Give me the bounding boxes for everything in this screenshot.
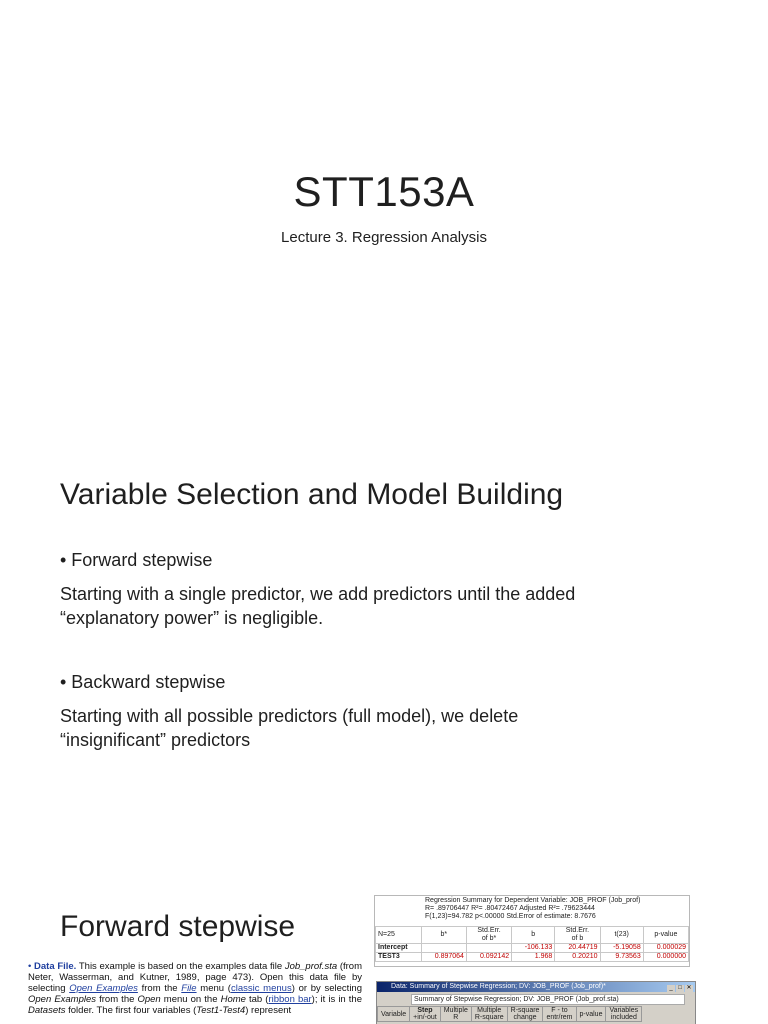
row-label: TEST3 — [376, 953, 422, 962]
forward-stepwise-description — [60, 582, 710, 630]
table-cell: 0.092142 — [466, 953, 511, 962]
doc-text: folder. The first four variables ( — [65, 1005, 197, 1016]
table-cell: 0.000000 — [643, 953, 688, 962]
table-cell: -106.133 — [512, 944, 555, 953]
forward-stepwise-slide — [0, 860, 768, 1024]
table-row — [376, 953, 689, 962]
table-cell: 0.000029 — [643, 944, 688, 953]
window-titlebar[interactable] — [377, 982, 695, 992]
backward-line-2: “insignificant” predictors — [60, 730, 251, 750]
slide-subtitle: Lecture 3. Regression Analysis — [281, 229, 487, 246]
doc-text: This example is based on the examples data file — [76, 961, 285, 972]
doc-text: ) represent — [245, 1005, 292, 1016]
table-cell — [466, 944, 511, 953]
regression-summary-table — [374, 895, 690, 967]
forward-stepwise-bullet: • Forward stepwise — [60, 550, 213, 570]
regression-header-line: R= .89706447 R²= .80472467 Adjusted R²= .79623444 — [425, 905, 595, 912]
column-header: t(23) — [600, 927, 643, 944]
doc-text: Job_prof.sta — [284, 961, 338, 972]
stepwise-summary-window[interactable] — [376, 981, 696, 1024]
doc-text: tab ( — [245, 994, 269, 1005]
column-header: b* — [421, 927, 466, 944]
ribbon-bar-link[interactable]: ribbon bar — [268, 994, 312, 1005]
backward-line-1: Starting with all possible predictors (full model), we delete — [60, 706, 519, 726]
maximize-icon[interactable]: □ — [676, 985, 684, 992]
regression-header-line: F(1,23)=94.782 p<.00000 Std.Error of estimate: 8.7676 — [425, 913, 596, 920]
column-header: p-value — [643, 927, 688, 944]
column-header: Variables included — [606, 1007, 642, 1022]
column-header: R-square change — [507, 1007, 543, 1022]
column-header: p-value — [576, 1007, 606, 1022]
doc-text: ); it is in the — [311, 994, 362, 1005]
forward-line-1: Starting with a single predictor, we add predictors until the added — [60, 584, 576, 604]
n-label: N=25 — [376, 927, 422, 944]
doc-text: from the — [137, 983, 182, 994]
doc-text: Open Examples — [28, 994, 97, 1005]
column-header: Std.Err. of b* — [466, 927, 511, 944]
table-cell — [421, 944, 466, 953]
table-cell: 0.897064 — [421, 953, 466, 962]
column-header: b — [512, 927, 555, 944]
doc-text: from the — [96, 994, 138, 1005]
variable-selection-slide — [0, 430, 768, 860]
table-cell: 9.73563 — [600, 953, 643, 962]
backward-stepwise-description — [60, 704, 710, 752]
window-title: Data: Summary of Stepwise Regression; DV: JOB_PROF (Job_prof)* — [391, 983, 606, 990]
doc-text: menu ( — [196, 983, 231, 994]
open-examples-link[interactable]: Open Examples — [69, 983, 138, 994]
table-cell: 0.20210 — [555, 953, 600, 962]
title-slide — [0, 0, 768, 430]
table-cell: 1.968 — [512, 953, 555, 962]
table-row — [376, 944, 689, 953]
backward-stepwise-bullet: • Backward stepwise — [60, 672, 226, 692]
file-menu-link[interactable]: File — [181, 983, 197, 994]
slide-heading: Forward stepwise — [60, 910, 296, 943]
column-header: Step +in/-out — [410, 1007, 441, 1022]
doc-text: Test1-Test4 — [196, 1005, 246, 1016]
doc-text: Open — [137, 994, 161, 1005]
doc-text: Datasets — [28, 1005, 66, 1016]
row-label: Intercept — [376, 944, 422, 953]
bullet-dot: • — [28, 961, 32, 972]
column-header: F - to entr/rem — [543, 1007, 576, 1022]
forward-line-2: “explanatory power” is negligible. — [60, 608, 324, 628]
stepwise-grid — [377, 1006, 642, 1022]
doc-text: Home — [220, 994, 246, 1005]
regression-grid — [375, 926, 689, 962]
row-label: Variable — [378, 1007, 410, 1022]
window-summary-caption: Summary of Stepwise Regression; DV: JOB_PROF (Job_prof.sta) — [411, 994, 685, 1005]
close-icon[interactable]: ✕ — [686, 985, 692, 991]
table-cell: -5.19058 — [600, 944, 643, 953]
column-header: Multiple R — [440, 1007, 471, 1022]
doc-text: ) or by selecting — [291, 983, 362, 994]
minimize-icon[interactable]: _ — [667, 985, 675, 992]
column-header: Std.Err. of b — [555, 927, 600, 944]
data-file-label: Data File. — [34, 961, 77, 972]
doc-text: menu on the — [160, 994, 221, 1005]
table-cell: 20.44719 — [555, 944, 600, 953]
doc-text: (from Neter, Wasserman, and Kutner, 1989, page 473). Open this data file by selecting — [28, 961, 362, 994]
column-header: Multiple R-square — [471, 1007, 507, 1022]
classic-menus-link[interactable]: classic menus — [230, 983, 292, 994]
slide-heading: Variable Selection and Model Building — [60, 478, 564, 511]
slide-title: STT153A — [293, 168, 475, 215]
regression-header-line: Regression Summary for Dependent Variable: JOB_PROF (Job_prof) — [425, 897, 641, 904]
documentation-text — [28, 961, 362, 1016]
